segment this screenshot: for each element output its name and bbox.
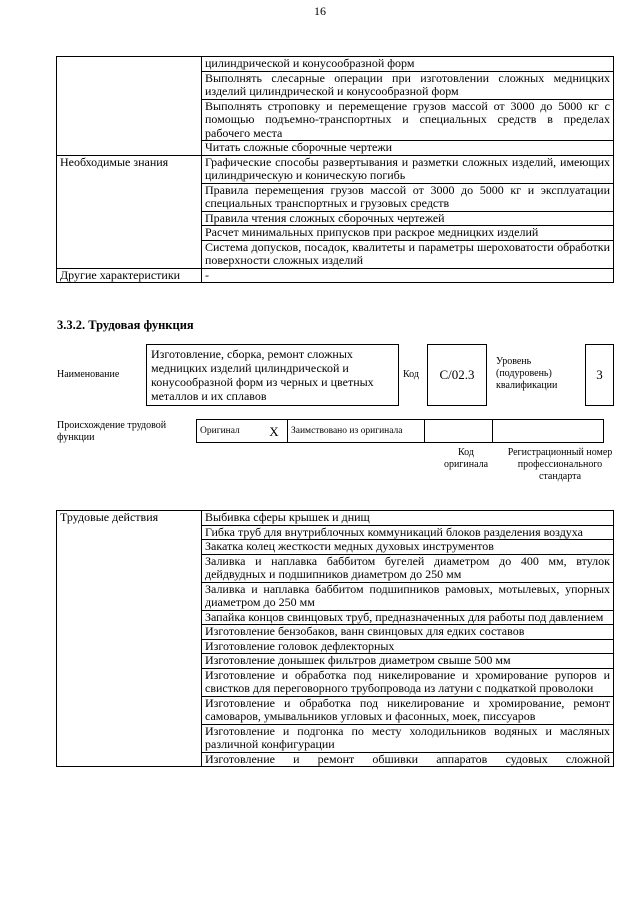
skills-table — [56, 56, 614, 283]
skill-item: цилиндрической и конусообразной форм — [202, 57, 614, 72]
knowledge-label: Необходимые знания — [57, 155, 202, 268]
original-label: Оригинал — [197, 420, 262, 443]
table-row — [197, 420, 604, 443]
origin-table — [196, 419, 604, 443]
knowledge-item: Система допусков, посадок, квалитеты и параметры шероховатости обработки поверхности сложных изделий — [202, 240, 614, 268]
name-label: Наименование — [57, 369, 120, 380]
knowledge-item: Графические способы развертывания и разметки сложных изделий, имеющих цилиндрическую и коническую погибь — [202, 155, 614, 183]
reg-number-cell — [493, 420, 604, 443]
table-row — [57, 57, 614, 72]
action-item: Изготовление головок дефлекторных — [202, 639, 614, 654]
actions-label: Трудовые действия — [57, 511, 202, 767]
section-title: 3.3.2. Трудовая функция — [57, 318, 194, 332]
empty-label-cell — [57, 57, 202, 156]
action-item: Запайка концов свинцовых труб, предназначенных для работы под давлением — [202, 610, 614, 625]
qualification-level: 3 — [585, 344, 614, 406]
action-item: Изготовление и обработка под никелирование и хромирование, ремонт самоваров, умывальников угловых и фасонных, моек, писсуаров — [202, 696, 614, 724]
code-original-caption: Код оригинала — [443, 447, 489, 470]
action-item: Изготовление и ремонт обшивки аппаратов судовых сложной — [202, 752, 614, 767]
page-number: 16 — [314, 4, 326, 18]
origin-label: Происхождение трудовой функции — [57, 420, 167, 443]
action-item: Заливка и наплавка баббитом бугелей диаметром до 400 мм, втулок дейдвудных и подшипников диаметром до 250 мм — [202, 554, 614, 582]
table-row — [57, 268, 614, 283]
code-label: Код — [403, 369, 419, 380]
other-label: Другие характеристики — [57, 268, 202, 283]
reg-number-caption: Регистрационный номер профессионального стандарта — [507, 447, 613, 482]
action-item: Изготовление донышек фильтров диаметром свыше 500 мм — [202, 654, 614, 669]
action-item: Изготовление и обработка под никелирование и хромирование рупоров и свистков для переговорного трубопровода из латуни с подкаткой проволоки — [202, 668, 614, 696]
function-name: Изготовление, сборка, ремонт сложных медницких изделий цилиндрической и конусообразной форм из черных и цветных металлов и их сплавов — [146, 344, 399, 406]
table-row — [57, 511, 614, 526]
skill-item: Выполнять слесарные операции при изготовлении сложных медницких изделий цилиндрической и конусообразной форм — [202, 71, 614, 99]
level-label: Уровень (подуровень) квалификации — [496, 356, 558, 391]
action-item: Выбивка сферы крышек и днищ — [202, 511, 614, 526]
function-code: С/02.3 — [427, 344, 487, 406]
original-mark: X — [261, 420, 288, 443]
other-value: - — [202, 268, 614, 283]
actions-table — [56, 510, 614, 767]
knowledge-item: Правила перемещения грузов массой от 3000 до 5000 кг и эксплуатации специальных транспортных и грузовых средств — [202, 183, 614, 211]
action-item: Изготовление и подгонка по месту холодильников водяных и масляных различной конфигурации — [202, 724, 614, 752]
action-item: Закатка колец жесткости медных духовых инструментов — [202, 540, 614, 555]
skill-item: Выполнять строповку и перемещение грузов массой от 3000 до 5000 кг с помощью подъемно-транспортных и специальных средств в пределах рабочего места — [202, 99, 614, 141]
table-row — [57, 155, 614, 183]
knowledge-item: Расчет минимальных припусков при раскрое медницких изделий — [202, 226, 614, 241]
skill-item: Читать сложные сборочные чертежи — [202, 141, 614, 156]
code-original-cell — [425, 420, 493, 443]
action-item: Гибка труб для внутриблочных коммуникаций блоков разделения воздуха — [202, 525, 614, 540]
borrowed-label: Заимствовано из оригинала — [288, 420, 425, 443]
knowledge-item: Правила чтения сложных сборочных чертежей — [202, 211, 614, 226]
action-item: Заливка и наплавка баббитом подшипников рамовых, мотылевых, упорных диаметром до 250 мм — [202, 582, 614, 610]
action-item: Изготовление бензобаков, ванн свинцовых для едких составов — [202, 625, 614, 640]
